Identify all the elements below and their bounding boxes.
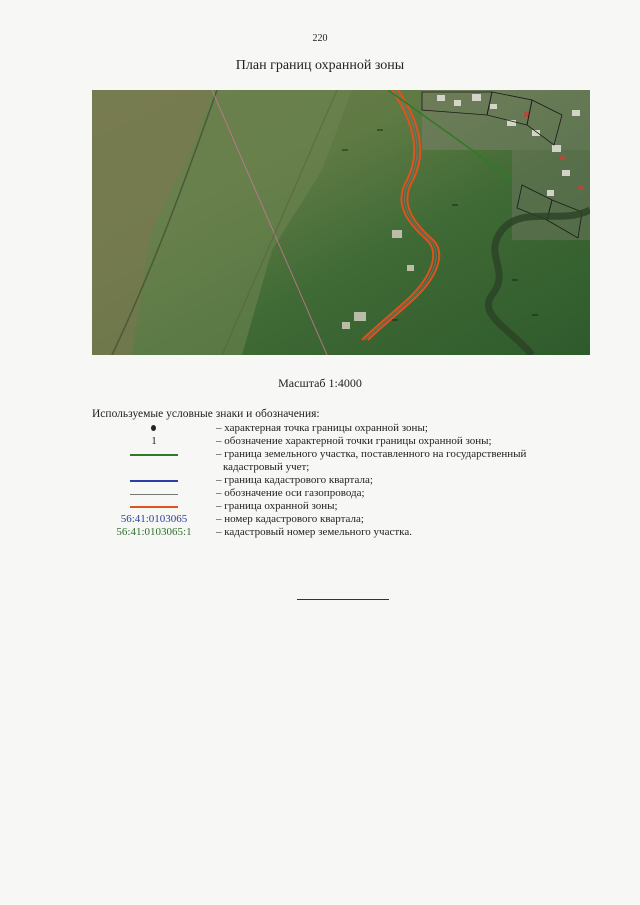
legend-row-protection-zone [92,500,602,513]
legend-row-point-label [92,435,602,448]
separator-line [297,599,389,600]
legend-text: – граница охранной зоны; [216,500,338,512]
legend-text: – кадастровый номер земельного участка. [216,526,412,538]
legend-text: – обозначение характерной точки границы охранной зоны; [216,435,492,447]
legend-row-quarter-number [92,513,602,526]
map-scale: Масштаб 1:4000 [278,376,362,390]
quarter-boundary-symbol [92,474,216,487]
parcel-number-symbol: 56:41:0103065:1 [116,526,192,538]
legend-text: кадастровый учет; [223,461,310,473]
red-line-icon [130,506,178,508]
parcel-boundary-symbol [92,448,216,461]
zone-boundary-symbol [92,500,216,513]
map-image [92,90,590,355]
point-dot-icon [151,425,156,431]
green-line-icon [130,454,178,456]
empty-symbol [92,461,216,474]
blue-line-icon [130,480,178,482]
legend-row-parcel-boundary [92,448,602,461]
legend-text: – характерная точка границы охранной зоны; [216,422,428,434]
legend-text: – граница кадастрового квартала; [216,474,373,486]
gray-line-icon [130,494,178,495]
legend-text: – граница земельного участка, поставленного на государственный [216,448,527,460]
point-symbol [92,422,216,435]
legend-row-pipeline-axis [92,487,602,500]
page-number: 220 [312,33,328,44]
legend-text: – номер кадастрового квартала; [216,513,364,525]
legend-heading: Используемые условные знаки и обозначения: [92,408,320,420]
legend [92,422,602,539]
quarter-number-symbol: 56:41:0103065 [120,513,188,525]
legend-row-continuation [92,461,602,474]
legend-row-parcel-number [92,526,602,539]
satellite-map[interactable] [92,90,590,355]
page-title: План границ охранной зоны [235,58,405,73]
legend-text: – обозначение оси газопровода; [216,487,365,499]
legend-row-cadastral-quarter [92,474,602,487]
pipeline-axis-symbol [92,487,216,500]
legend-row-point [92,422,602,435]
point-label-symbol: 1 [151,435,157,447]
